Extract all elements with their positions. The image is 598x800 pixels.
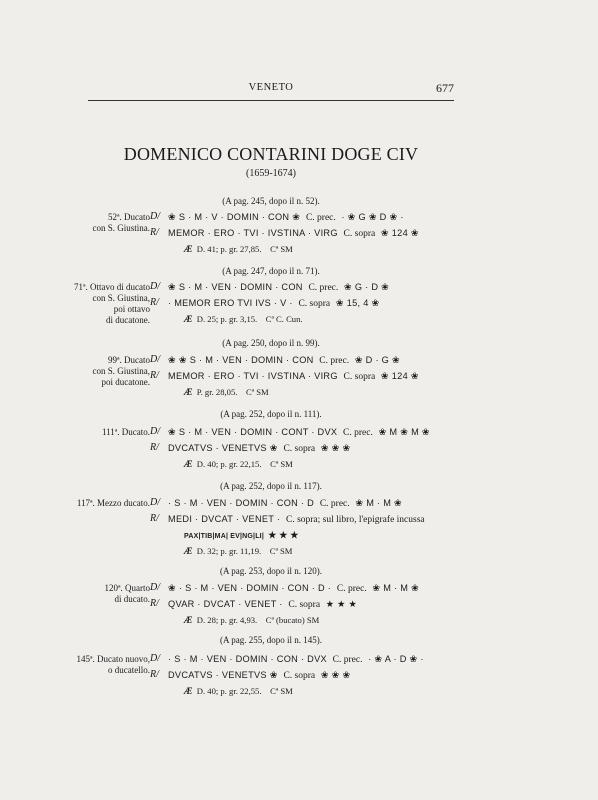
obverse-symbol: D/ xyxy=(150,281,160,292)
obverse-legend: · S · M · VEN · DOMIN · CON · D C. prec. ❀ M · M ❀ xyxy=(168,498,403,509)
obverse-symbol: D/ xyxy=(150,497,160,508)
reign-dates: (1659-1674) xyxy=(246,168,296,179)
coin-label: 52ª. Ducato con S. Giustina. xyxy=(92,212,150,233)
coin-details: Æ D. 25; p. gr. 3,15. Cª C. Cun. xyxy=(184,314,303,324)
running-header xyxy=(88,82,454,98)
obverse-symbol: D/ xyxy=(150,426,160,437)
page-reference: (A pag. 250, dopo il n. 99). xyxy=(222,338,320,348)
obverse-legend: ❀ S · M · V · DOMIN · CON ❀ C. prec. · ❀ G ❀ D ❀ · xyxy=(168,212,404,223)
reverse-symbol: R/ xyxy=(150,370,159,381)
reverse-symbol: R/ xyxy=(150,513,159,524)
reverse-legend: · MEMOR ERO TVI IVS · V · C. sopra ❀ 15, 4 ❀ xyxy=(168,298,380,309)
reverse-symbol: R/ xyxy=(150,442,159,453)
reverse-symbol: R/ xyxy=(150,669,159,680)
page-reference: (A pag. 252, dopo il n. 117). xyxy=(220,481,322,491)
obverse-legend: ❀ S · M · VEN · DOMIN · CONT · DVX C. prec. ❀ M ❀ M ❀ xyxy=(168,427,430,438)
coin-label: 145ª. Ducato nuovo, o ducatello. xyxy=(76,654,150,675)
coin-details: Æ D. 40; p. gr. 22,55. Cª SM xyxy=(184,686,293,696)
page-reference: (A pag. 247, dopo il n. 71). xyxy=(222,266,320,276)
reverse-legend: QVAR · DVCAT · VENET · C. sopra ★ ★ ★ xyxy=(168,599,358,610)
obverse-symbol: D/ xyxy=(150,211,160,222)
coin-details: Æ D. 32; p. gr. 11,19. Cª SM xyxy=(184,546,293,556)
coin-details: Æ P. gr. 28,05. Cª SM xyxy=(184,387,269,397)
coin-details: Æ D. 41; p. gr. 27,85. Cª SM xyxy=(184,244,293,254)
page-number: 677 xyxy=(436,81,454,95)
header-rule xyxy=(88,100,454,101)
obverse-legend: ❀ S · M · VEN · DOMIN · CON C. prec. ❀ G · D ❀ xyxy=(168,282,390,293)
page-reference: (A pag. 245, dopo il n. 52). xyxy=(222,196,320,206)
obverse-legend: · S · M · VEN · DOMIN · CON · DVX C. prec. · ❀ A · D ❀ · xyxy=(168,654,424,665)
obverse-legend: ❀ · S · M · VEN · DOMIN · CON · D · C. prec. ❀ M · M ❀ xyxy=(168,583,420,594)
reverse-symbol: R/ xyxy=(150,227,159,238)
coin-label: 99ª. Ducato con S. Giustina, poi ducatone. xyxy=(92,355,150,387)
reverse-legend: MEDI · DVCAT · VENET · C. sopra; sul libro, l'epigrafe incussa xyxy=(168,514,425,525)
coin-label: 117ª. Mezzo ducato. xyxy=(76,498,150,508)
page-reference: (A pag. 253, dopo il n. 120). xyxy=(220,566,322,576)
reverse-legend: DVCATVS · VENETVS ❀ C. sopra ❀ ❀ ❀ xyxy=(168,443,351,454)
coin-label: 120ª. Quarto di ducato. xyxy=(104,583,150,604)
page-reference: (A pag. 252, dopo il n. 111). xyxy=(220,409,322,419)
page-reference: (A pag. 255, dopo il n. 145). xyxy=(220,635,322,645)
reverse-symbol: R/ xyxy=(150,297,159,308)
reverse-symbol: R/ xyxy=(150,598,159,609)
chapter-title: DOMENICO CONTARINI DOGE CIV xyxy=(123,144,419,164)
reverse-legend: MEMOR · ERO · TVI · IVSTINA · VIRG C. sopra ❀ 124 ❀ xyxy=(168,228,419,239)
obverse-legend: ❀ ❀ S · M · VEN · DOMIN · CON C. prec. ❀ D · G ❀ xyxy=(168,355,400,366)
coin-details: Æ D. 28; p. gr. 4,93. Cª (bucato) SM xyxy=(184,615,320,625)
coin-label: 111ª. Ducato. xyxy=(101,427,150,437)
coin-label: 71ª. Ottavo di ducato con S. Giustina, poi ottavo di ducatone. xyxy=(74,282,150,325)
obverse-symbol: D/ xyxy=(150,653,160,664)
obverse-symbol: D/ xyxy=(150,354,160,365)
obverse-symbol: D/ xyxy=(150,582,160,593)
coin-details: Æ D. 40; p. gr. 22,15. Cª SM xyxy=(184,459,293,469)
reverse-legend: DVCATVS · VENETVS ❀ C. sopra ❀ ❀ ❀ xyxy=(168,670,351,681)
running-title: VENETO xyxy=(248,82,294,93)
book-epigraph: PAX|TIB|MA| EV|NG|LI| ★ ★ ★ xyxy=(184,530,299,540)
reverse-legend: MEMOR · ERO · TVI · IVSTINA · VIRG C. sopra ❀ 124 ❀ xyxy=(168,371,419,382)
